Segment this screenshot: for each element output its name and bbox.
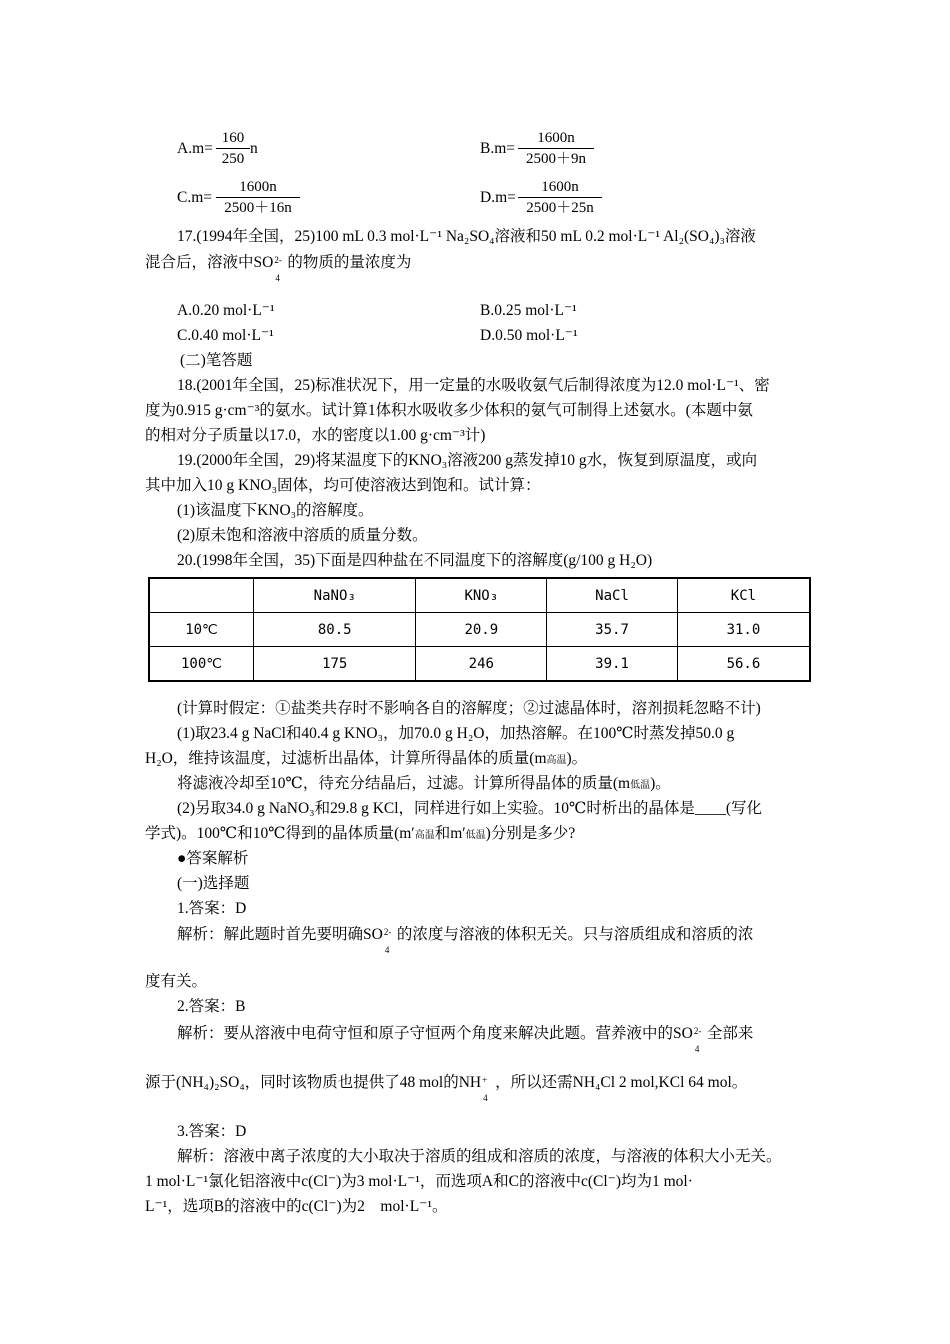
table-row: [149, 647, 810, 682]
table-header-cell: [149, 578, 254, 613]
q17-line1: 17.(1994年全国，25)100 mL 0.3 mol·L⁻¹ Na₂SO₄溶液和50 mL 0.2 mol·L⁻¹ Al₂(SO₄)₃溶液: [177, 228, 756, 245]
answer-1-explanation: 解析：解此题时首先要明确SO 2- 4 的浓度与溶液的体积无关。只与溶质组成和溶质的浓: [177, 926, 754, 955]
q17-line2: 混合后，溶液中SO 2- 4 的物质的量浓度为: [145, 254, 412, 283]
q18-line2: 度为0.915 g·cm⁻³的氨水。试计算1体积水吸收多少体积的氨气可制得上述氨水。(本题中氨: [145, 402, 753, 419]
answer-3-explanation-line2: 1 mol·L⁻¹氯化铝溶液中c(Cl⁻)为3 mol·L⁻¹，而选项A和C的溶液中c(Cl⁻)均为1 mol·: [145, 1173, 693, 1190]
q19-line4: (2)原未饱和溶液中溶质的质量分数。: [177, 527, 428, 544]
q19-line3: (1)该温度下KNO₃的溶解度。: [177, 502, 374, 519]
answer-3-explanation-line1: 解析：溶液中离子浓度的大小取决于溶质的组成和溶质的浓度，与溶液的体积大小无关。: [177, 1148, 782, 1165]
q18-line1: 18.(2001年全国，25)标准状况下，用一定量的水吸收氨气后制得浓度为12.0 mol·L⁻¹、密: [177, 377, 770, 394]
table-header-cell: KCl: [677, 578, 810, 613]
table-cell: 20.9: [416, 613, 547, 647]
q16-option-c: C.m=: [177, 189, 213, 206]
answer-2-explanation-line2: 源于(NH₄)₂SO₄，同时该物质也提供了48 mol的NH + 4 ，所以还需NH₄Cl 2 mol,KCl 64 mol。: [145, 1074, 748, 1103]
section2-title: (二)笔答题: [180, 352, 253, 369]
q17-option-a: A.0.20 mol·L⁻¹: [177, 302, 275, 319]
answer-3-explanation-line3: L⁻¹，选项B的溶液中的c(Cl⁻)为2 mol·L⁻¹。: [145, 1198, 448, 1215]
q16-option-b-fraction: 1600n 2500＋9n: [518, 129, 594, 168]
q16-option-a-suffix: n: [250, 140, 258, 157]
table-header-cell: KNO₃: [416, 578, 547, 613]
q16-option-d-fraction: 1600n 2500＋25n: [518, 178, 602, 217]
q19-line2: 其中加入10 g KNO₃固体，均可使溶液达到饱和。试计算：: [145, 477, 541, 494]
table-cell: 175: [254, 647, 416, 682]
q16-option-a-fraction: 160 250: [216, 129, 250, 168]
q20-line1: 20.(1998年全国，35)下面是四种盐在不同温度下的溶解度(g/100 g H₂O): [177, 552, 653, 569]
table-cell: 80.5: [254, 613, 416, 647]
q17-option-c: C.0.40 mol·L⁻¹: [177, 327, 274, 344]
q16-option-a: A.m=: [177, 140, 213, 157]
q20-part1-line1: (1)取23.4 g NaCl和40.4 g KNO₃，加70.0 g H₂O，加热溶解。在100℃时蒸发掉50.0 g: [177, 725, 735, 742]
q20-part2-line2: 学式)。100℃和10℃得到的晶体质量(m′高温和m′低温)分别是多少?: [145, 825, 576, 842]
q20-part1-line3: 将滤液冷却至10℃，待充分结晶后，过滤。计算所得晶体的质量(m低温)。: [177, 775, 671, 792]
q20-part1-line2: H₂O，维持该温度，过滤析出晶体，计算所得晶体的质量(m高温)。: [145, 750, 588, 767]
answer-1: 1.答案：D: [177, 900, 247, 917]
table-row: [149, 613, 810, 647]
table-cell: 100℃: [149, 647, 254, 682]
q19-line1: 19.(2000年全国，29)将某温度下的KNO₃溶液200 g蒸发掉10 g水，恢复到原温度，或向: [177, 452, 758, 469]
answer-2: 2.答案：B: [177, 998, 246, 1015]
table-cell: 39.1: [547, 647, 678, 682]
q17-option-b: B.0.25 mol·L⁻¹: [480, 302, 577, 319]
q20-part2-line1: (2)另取34.0 g NaNO₃和29.8 g KCl，同样进行如上实验。10℃时析出的晶体是____(写化: [177, 800, 763, 817]
q18-line3: 的相对分子质量以17.0，水的密度以1.00 g·cm⁻³计): [145, 427, 486, 444]
table-header-cell: NaCl: [547, 578, 678, 613]
answer-2-explanation: 解析：要从溶液中电荷守恒和原子守恒两个角度来解决此题。营养液中的SO 2- 4 全部来: [177, 1025, 754, 1054]
answers-section1: (一)选择题: [177, 875, 250, 892]
q16-option-c-fraction: 1600n 2500＋16n: [216, 178, 300, 217]
table-cell: 246: [416, 647, 547, 682]
table-header-cell: NaNO₃: [254, 578, 416, 613]
table-cell: 31.0: [677, 613, 810, 647]
solubility-table: [148, 577, 811, 682]
q16-option-d: D.m=: [480, 189, 516, 206]
answer-1-explanation-line2: 度有关。: [145, 973, 208, 990]
q20-assumption: (计算时假定：①盐类共存时不影响各自的溶解度；②过滤晶体时，溶剂损耗忽略不计): [177, 700, 761, 717]
table-header-row: [149, 578, 810, 613]
table-cell: 35.7: [547, 613, 678, 647]
answers-title: ●答案解析: [177, 850, 249, 867]
table-cell: 56.6: [677, 647, 810, 682]
q16-option-b: B.m=: [480, 140, 516, 157]
answer-3: 3.答案：D: [177, 1123, 247, 1140]
q17-option-d: D.0.50 mol·L⁻¹: [480, 327, 578, 344]
table-cell: 10℃: [149, 613, 254, 647]
